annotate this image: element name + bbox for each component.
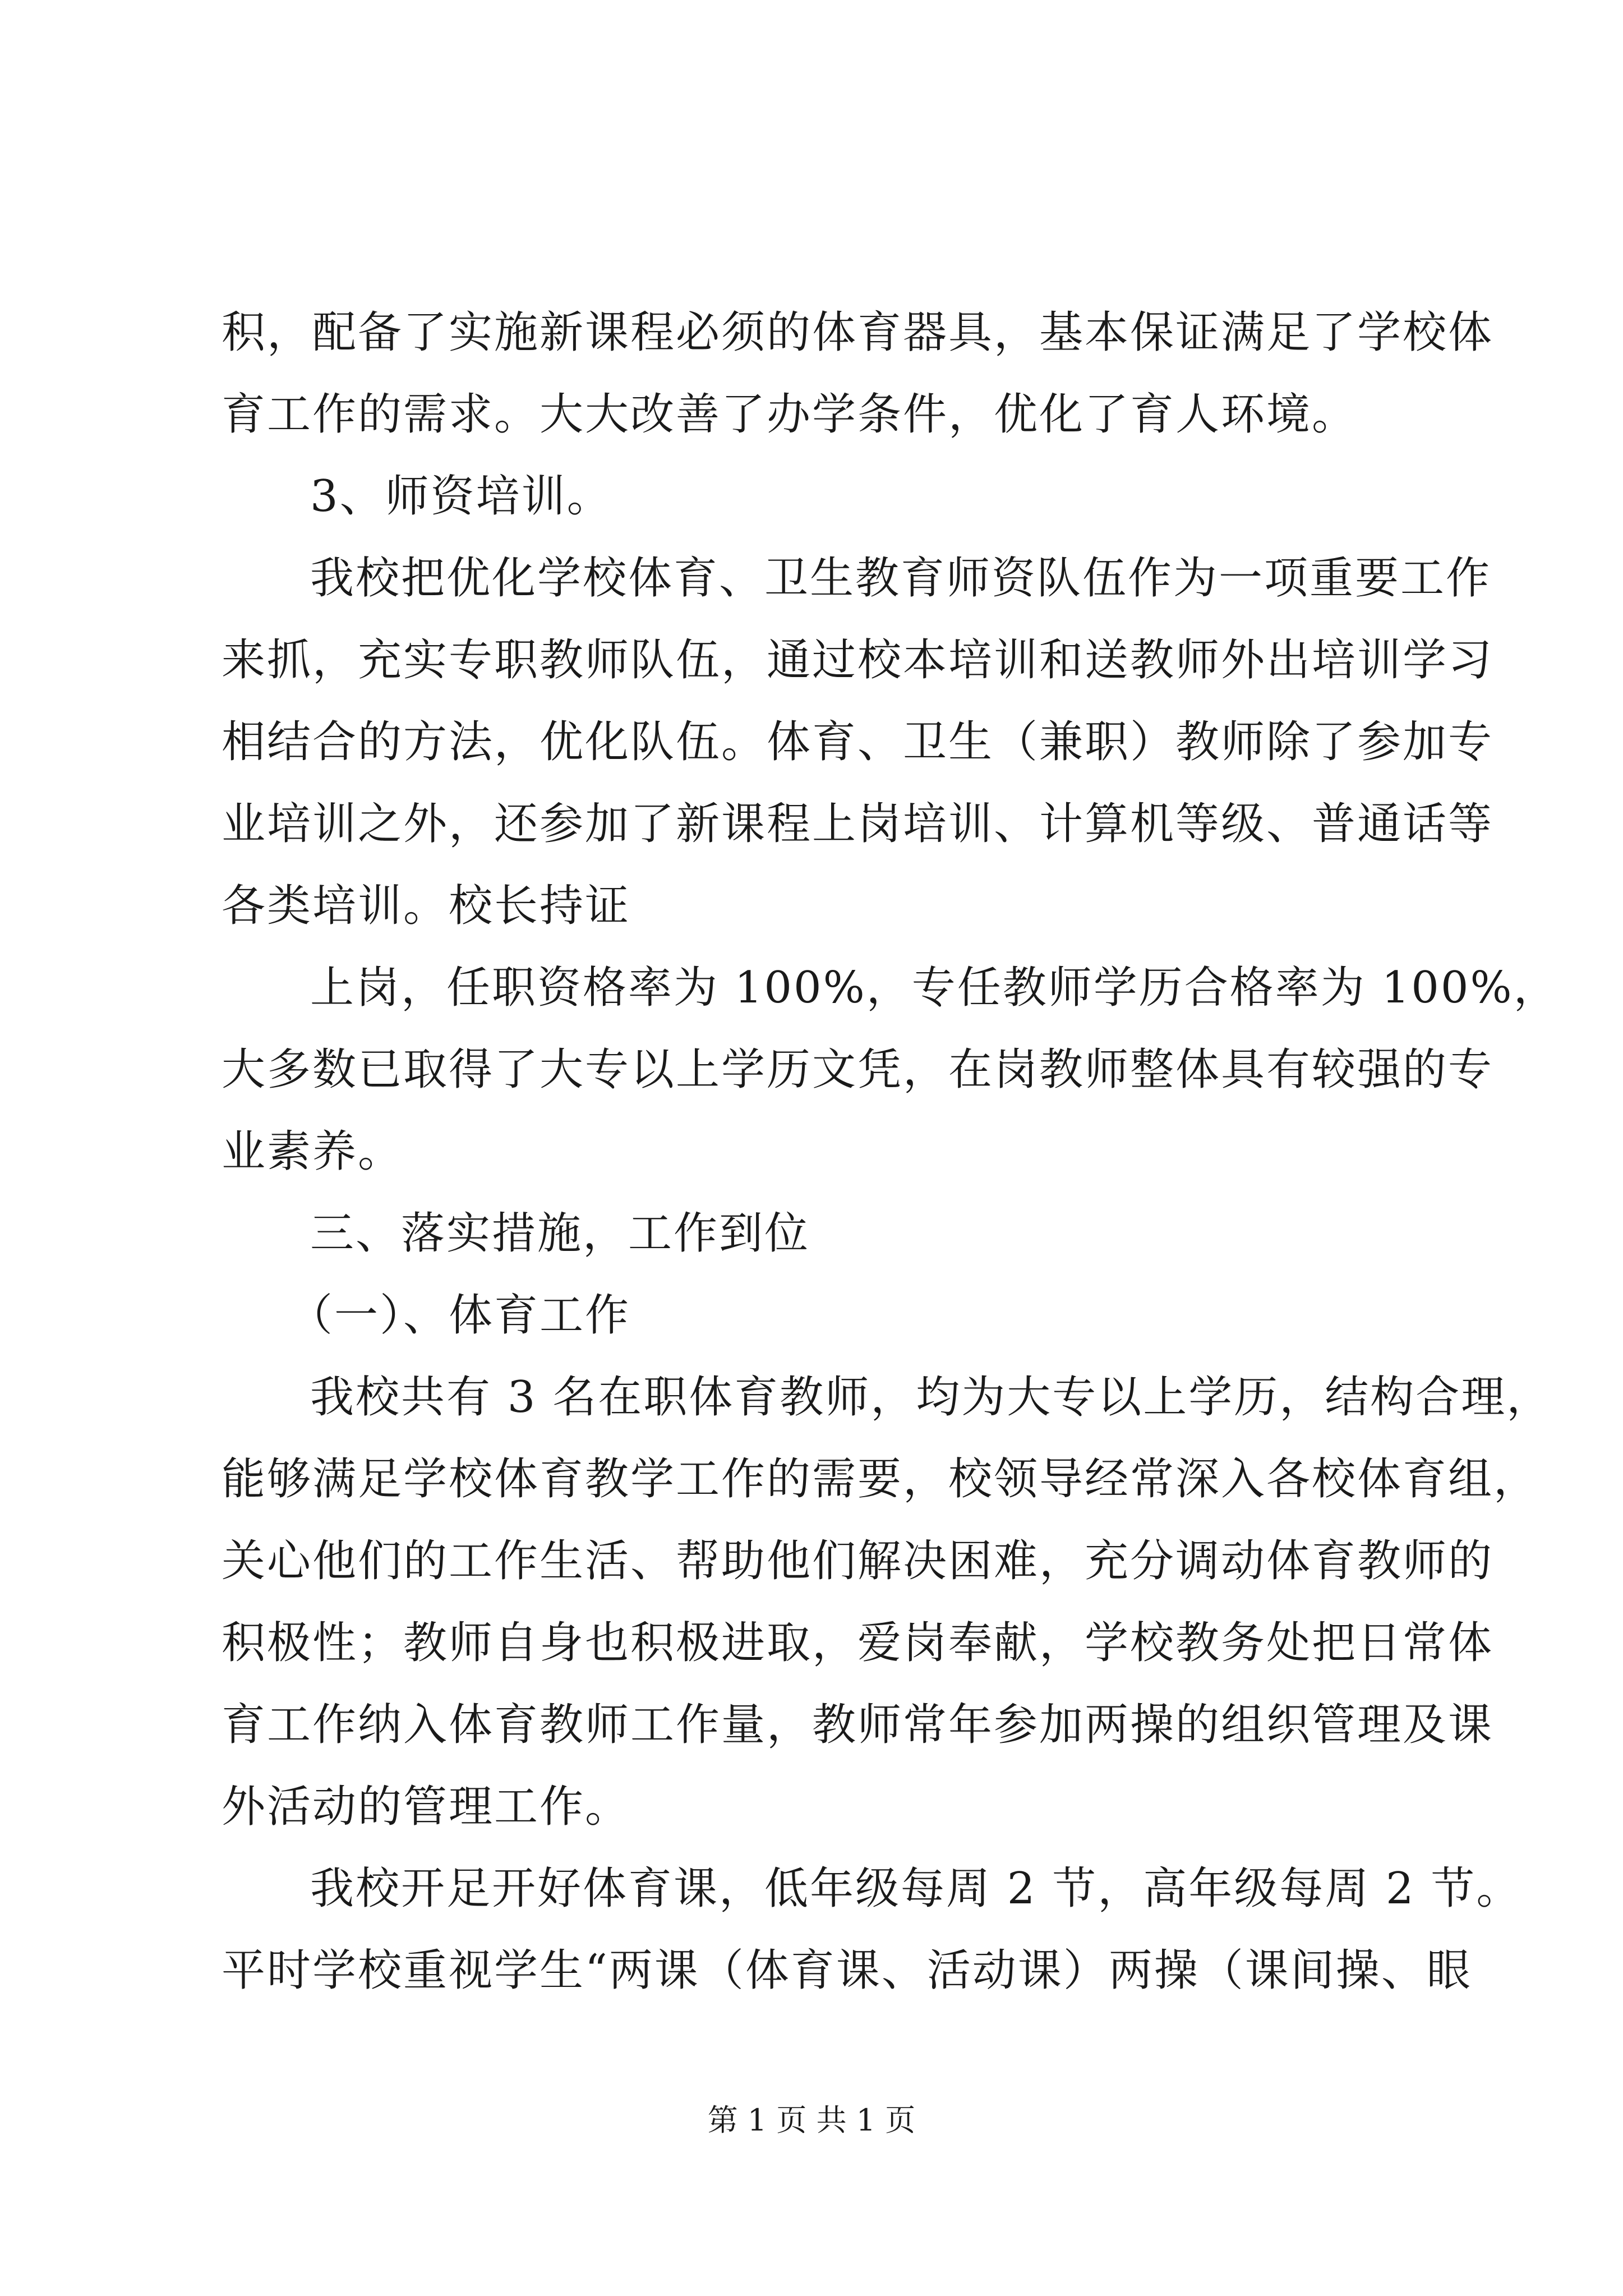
section-heading: 三、落实措施，工作到位 xyxy=(310,1208,810,1259)
text-line: 育工作的需求。大大改善了办学条件，优化了育人环境。 xyxy=(222,389,1358,440)
text-line: 大多数已取得了大专以上学历文凭，在岗教师整体具有较强的专 xyxy=(222,1045,1494,1095)
text-line: 业素养。 xyxy=(222,1126,404,1177)
text-line: 来抓，充实专职教师队伍，通过校本培训和送教师外出培训学习 xyxy=(222,635,1494,685)
text-line: 外活动的管理工作。 xyxy=(222,1782,631,1832)
text-line: 各类培训。校长持证 xyxy=(222,881,631,931)
page-footer xyxy=(0,2098,1623,2143)
text-line: 我校把优化学校体育、卫生教育师资队伍作为一项重要工作 xyxy=(310,553,1492,604)
text-line: 我校共有 3 名在职体育教师，均为大专以上学历，结构合理， xyxy=(310,1372,1552,1423)
text-line: 业培训之外，还参加了新课程上岗培训、计算机等级、普通话等 xyxy=(222,799,1494,849)
text-line: 积极性；教师自身也积极进取，爱岗奉献，学校教务处把日常体 xyxy=(222,1618,1494,1668)
document-body xyxy=(222,292,1559,2012)
text-line: 关心他们的工作生活、帮助他们解决困难，充分调动体育教师的 xyxy=(222,1536,1494,1586)
subsection-heading: （一）、体育工作 xyxy=(289,1290,631,1341)
section-heading: 3、师资培训。 xyxy=(310,471,612,522)
page-number: 第 1 页 共 1 页 xyxy=(707,2102,916,2138)
text-line: 我校开足开好体育课，低年级每周 2 节，高年级每周 2 节。 xyxy=(310,1864,1522,1914)
text-line: 育工作纳入体育教师工作量，教师常年参加两操的组织管理及课 xyxy=(222,1700,1494,1750)
text-line: 相结合的方法，优化队伍。体育、卫生（兼职）教师除了参加专 xyxy=(222,717,1494,767)
text-line: 上岗，任职资格率为 100%，专任教师学历合格率为 100%， xyxy=(310,963,1559,1013)
text-line: 积，配备了实施新课程必须的体育器具，基本保证满足了学校体 xyxy=(222,307,1494,358)
text-line: 能够满足学校体育教学工作的需要，校领导经常深入各校体育组， xyxy=(222,1454,1539,1504)
text-line: 平时学校重视学生“两课（体育课、活动课）两操（课间操、眼 xyxy=(222,1945,1472,1996)
